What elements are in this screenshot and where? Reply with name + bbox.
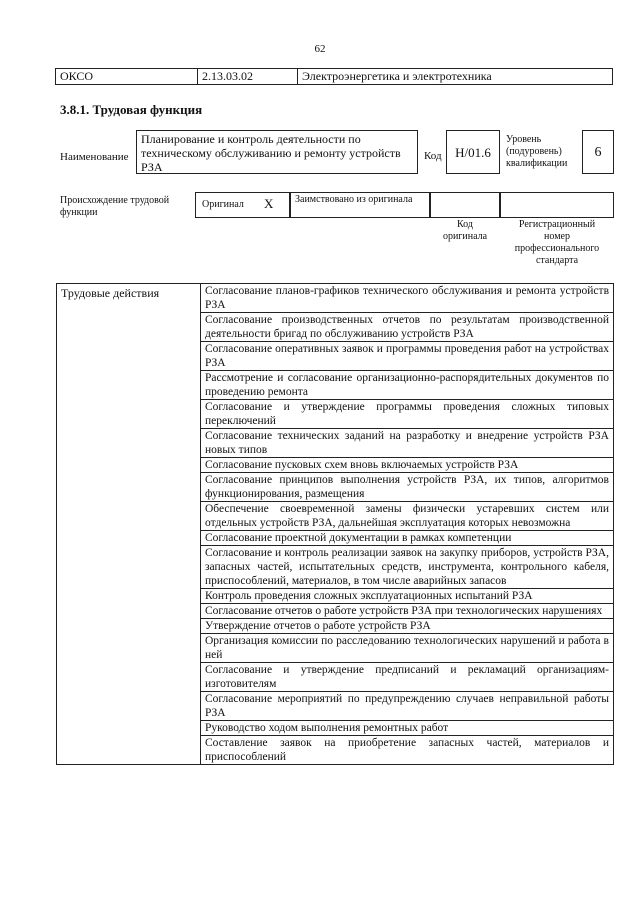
okso-name: Электроэнергетика и электротехника [302,69,492,83]
origin-label: Происхождение трудовой функции [60,195,170,218]
action-item: Согласование принципов выполнения устройств РЗА, их типов, алгоритмов функционирования, размещения [201,473,614,502]
action-item: Согласование и утверждение предписаний и рекламаций организациям-изготовителям [201,663,614,692]
labor-actions-table [56,283,614,765]
action-item: Согласование и контроль реализации заявок на закупку приборов, устройств РЗА, запасных частей, испытательных средств, инструмента, контрольного кабеля, приспособлений, материалов, в том числе аварийных запасов [201,546,614,589]
original-mark: X [264,196,274,211]
action-item: Согласование пусковых схем вновь включаемых устройств РЗА [201,458,614,473]
name-label: Наименование [60,151,129,163]
action-item: Согласование планов-графиков технического обслуживания и ремонта устройств РЗА [201,284,614,313]
okso-table [55,68,613,85]
action-item: Согласование технических заданий на разработку и внедрение устройств РЗА новых типов [201,429,614,458]
borrowed-label: Заимствовано из оригинала [290,192,430,218]
action-item: Согласование отчетов о работе устройств РЗА при технологических нарушениях [201,604,614,619]
table-row [57,284,614,313]
action-item: Согласование мероприятий по предупреждению случаев неправильной работы РЗА [201,692,614,721]
okso-label: ОКСО [56,69,198,84]
reg-number-box [500,192,614,218]
action-item: Согласование проектной документации в рамках компетенции [201,531,614,546]
level-value: 6 [582,130,614,174]
original-label: Оригинал [202,199,244,210]
reg-number-label: Регистрационный номер профессионального стандарта [514,219,600,266]
action-item: Утверждение отчетов о работе устройств РЗА [201,619,614,634]
actions-label: Трудовые действия [57,284,201,765]
action-item: Обеспечение своевременной замены физически устаревших систем или отдельных устройств РЗА, дальнейшая эксплуатация которых невозможна [201,502,614,531]
code-original-label: Код оригинала [442,219,488,242]
action-item: Согласование производственных отчетов по результатам производственной деятельности бригад по обслуживанию устройств РЗА [201,313,614,342]
action-item: Руководство ходом выполнения ремонтных работ [201,721,614,736]
function-code: H/01.6 [446,130,500,174]
okso-code: 2.13.03.02 [198,69,298,84]
action-item: Организация комиссии по расследованию технологических нарушений и работа в ней [201,634,614,663]
action-item: Согласование и утверждение программы проведения сложных типовых переключений [201,400,614,429]
page-number: 62 [314,43,326,55]
level-label: Уровень (подуровень) квалификации [506,134,568,169]
section-title: 3.8.1. Трудовая функция [60,102,203,117]
code-original-box [430,192,500,218]
action-item: Рассмотрение и согласование организационно-распорядительных документов по проведению ремонта [201,371,614,400]
original-box [195,192,290,218]
function-name: Планирование и контроль деятельности по техническому обслуживанию и ремонту устройств РЗА [136,130,418,174]
code-label: Код [424,150,442,162]
action-item: Согласование оперативных заявок и программы проведения работ на устройствах РЗА [201,342,614,371]
action-item: Контроль проведения сложных эксплуатационных испытаний РЗА [201,589,614,604]
action-item: Составление заявок на приобретение запасных частей, материалов и приспособлений [201,736,614,765]
